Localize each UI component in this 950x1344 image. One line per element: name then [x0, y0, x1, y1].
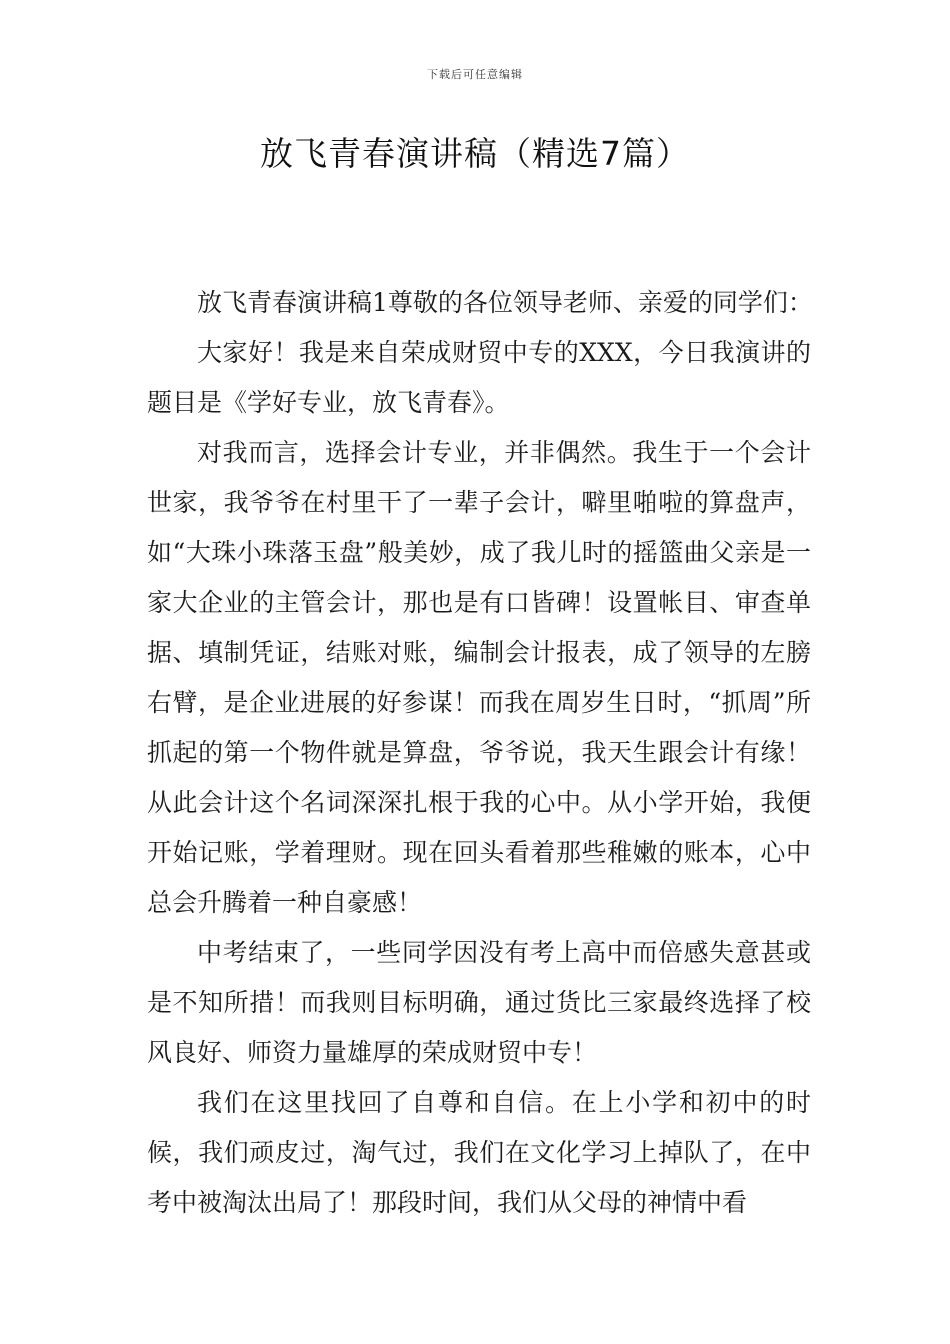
document-body	[147, 278, 811, 1228]
document-title: 放飞青春演讲稿（精选7篇）	[260, 134, 690, 173]
paragraph-3: 对我而言，选择会计专业，并非偶然。我生于一个会计世家，我爷爷在村里干了一辈子会计，噼里啪啦的算盘声，如“大珠小珠落玉盘”般美妙，成了我儿时的摇篮曲父亲是一家大企业的主管会计，那也是有口皆碑！设置帐目、审查单据、填制凭证，结账对账，编制会计报表，成了领导的左膀右臂，是企业进展的好参谋！而我在周岁生日时，“抓周”所抓起的第一个物件就是算盘，爷爷说，我天生跟会计有缘！从此会计这个名词深深扎根于我的心中。从小学开始，我便开始记账，学着理财。现在回头看着那些稚嫩的账本，心中总会升腾着一种自豪感！	[147, 438, 811, 917]
paragraph-4: 中考结束了，一些同学因没有考上高中而倍感失意甚或是不知所措！而我则目标明确，通过货比三家最终选择了校风良好、师资力量雄厚的荣成财贸中专！	[147, 938, 811, 1067]
paragraph-2: 大家好！我是来自荣成财贸中专的XXX，今日我演讲的题目是《学好专业，放飞青春》。	[147, 338, 811, 417]
header-note: 下载后可任意编辑	[427, 68, 523, 81]
paragraph-1: 放飞青春演讲稿1尊敬的各位领导老师、亲爱的同学们：	[197, 288, 813, 317]
paragraph-5: 我们在这里找回了自尊和自信。在上小学和初中的时候，我们顽皮过，淘气过，我们在文化学习上掉队了，在中考中被淘汰出局了！那段时间，我们从父母的神情中看	[147, 1088, 811, 1217]
